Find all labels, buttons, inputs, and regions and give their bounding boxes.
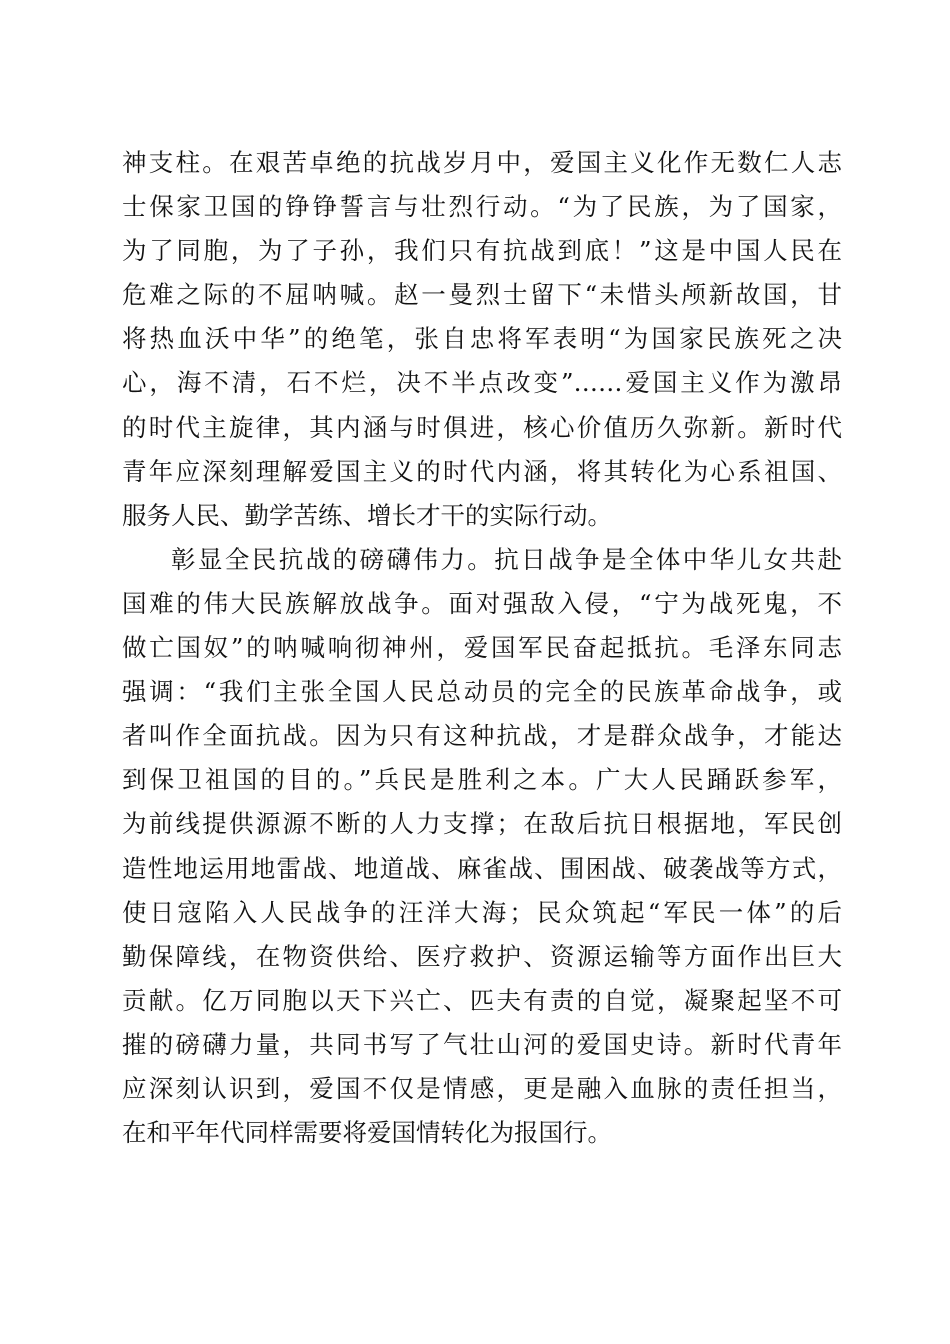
text-line: 者叫作全面抗战。因为只有这种抗战，才是群众战争，才能达 — [122, 721, 842, 751]
text-line: 做亡国奴”的呐喊响彻神州，爱国军民奋起抵抗。毛泽东同志 — [122, 633, 842, 663]
document-body — [122, 141, 842, 1155]
paragraph-1 — [122, 141, 842, 538]
paragraph-2 — [122, 538, 842, 1155]
text-line: 将热血沃中华”的绝笔，张自忠将军表明“为国家民族死之决 — [122, 324, 842, 354]
text-line: 应深刻认识到，爱国不仅是情感，更是融入血脉的责任担当， — [122, 1073, 842, 1103]
text-line: 士保家卫国的铮铮誓言与壮烈行动。“为了民族，为了国家， — [122, 192, 842, 222]
text-line: 服务人民、勤学苦练、增长才干的实际行动。 — [122, 500, 612, 530]
text-line: 青年应深刻理解爱国主义的时代内涵，将其转化为心系祖国、 — [122, 456, 842, 486]
text-line: 勤保障线，在物资供给、医疗救护、资源运输等方面作出巨大 — [122, 941, 842, 971]
text-line: 危难之际的不屈呐喊。赵一曼烈士留下“未惜头颅新故国，甘 — [122, 280, 842, 310]
text-line: 摧的磅礴力量，共同书写了气壮山河的爱国史诗。新时代青年 — [122, 1029, 842, 1059]
text-line: 神支柱。在艰苦卓绝的抗战岁月中，爱国主义化作无数仁人志 — [122, 148, 842, 177]
text-line: 贡献。亿万同胞以天下兴亡、匹夫有责的自觉，凝聚起坚不可 — [122, 985, 842, 1015]
text-line: 造性地运用地雷战、地道战、麻雀战、围困战、破袭战等方式， — [122, 853, 842, 883]
text-line: 为前线提供源源不断的人力支撑；在敌后抗日根据地，军民创 — [122, 809, 842, 839]
text-line: 强调：“我们主张全国人民总动员的完全的民族革命战争，或 — [122, 677, 842, 707]
text-line: 心，海不清，石不烂，决不半点改变”……爱国主义作为激昂 — [122, 368, 842, 398]
text-line: 彰显全民抗战的磅礴伟力。抗日战争是全体中华儿女共赴 — [171, 544, 842, 574]
text-line: 国难的伟大民族解放战争。面对强敌入侵，“宁为战死鬼，不 — [122, 588, 842, 618]
text-line: 的时代主旋律，其内涵与时俱进，核心价值历久弥新。新时代 — [122, 412, 842, 442]
text-line: 在和平年代同样需要将爱国情转化为报国行。 — [122, 1118, 612, 1148]
text-line: 使日寇陷入人民战争的汪洋大海；民众筑起“军民一体”的后 — [122, 897, 842, 927]
text-line: 为了同胞，为了子孙，我们只有抗战到底！”这是中国人民在 — [122, 236, 842, 266]
text-line: 到保卫祖国的目的。”兵民是胜利之本。广大人民踊跃参军， — [122, 765, 842, 795]
